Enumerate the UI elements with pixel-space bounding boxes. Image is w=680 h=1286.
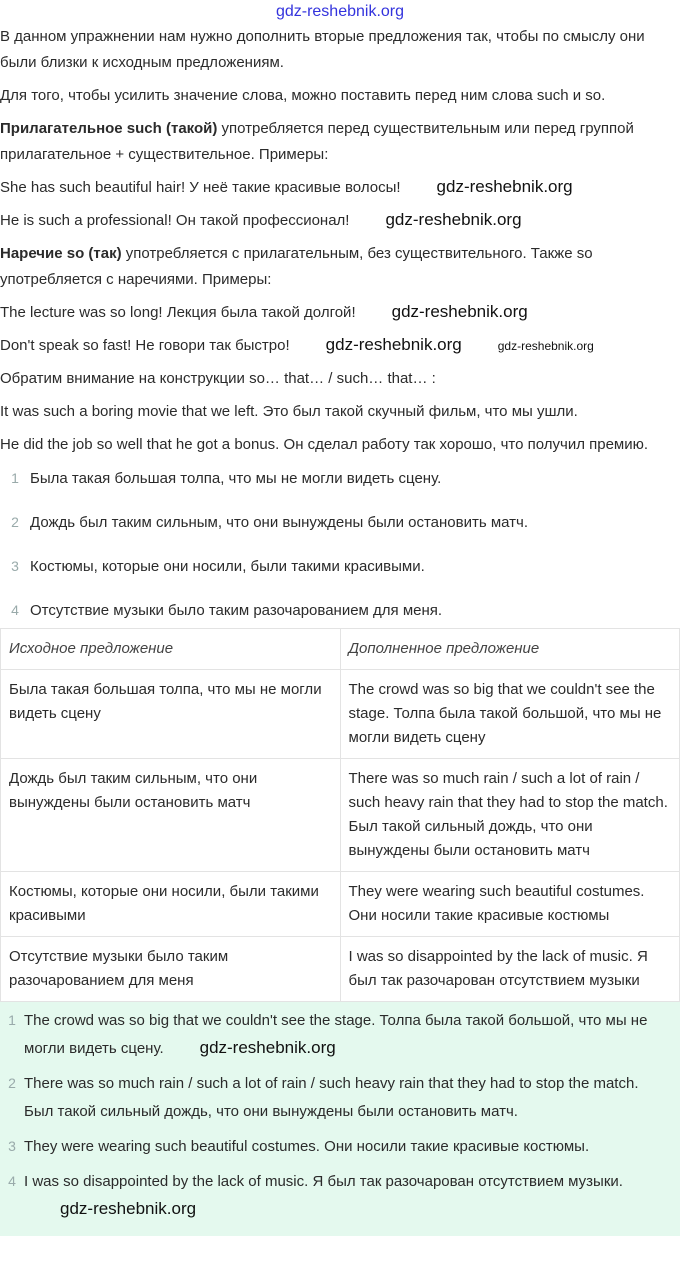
answer-item [0, 1069, 665, 1126]
answer-number: 4 [8, 1173, 16, 1189]
so-term: Наречие so (так) [0, 245, 122, 262]
task-item [0, 465, 670, 492]
example-text: The lecture was so long! Лекция была такой долгой! [0, 304, 356, 321]
watermark: gdz-reshebnik.org [497, 339, 594, 353]
example-text: He is such a professional! Он такой профессионал! [0, 212, 350, 229]
answer-number: 3 [8, 1138, 16, 1154]
answer-text: I was so disappointed by the lack of music. Я был так разочарован отсутствием музыки. [24, 1173, 623, 1190]
answer-text: They were wearing such beautiful costumes. Они носили такие красивые костюмы. [24, 1138, 590, 1155]
task-item [0, 553, 670, 580]
task-number: 1 [11, 470, 19, 486]
construction-note: Обратим внимание на конструкции so… that… / such… that… : [0, 370, 436, 387]
example-text: She has such beautiful hair! У неё такие красивые волосы! [0, 179, 401, 196]
task-number: 4 [11, 602, 19, 618]
task-item [0, 597, 670, 624]
example-text: Don't speak so fast! Не говори так быстро! [0, 337, 290, 354]
task-text: Дождь был таким сильным, что они вынуждены были остановить матч. [30, 514, 529, 531]
table-cell: Дождь был таким сильным, что они вынуждены были остановить матч [1, 759, 341, 872]
answer-item [0, 1167, 665, 1224]
table-row [1, 872, 680, 937]
example: He did the job so well that he got a bonus. Он сделал работу так хорошо, что получил премию. [0, 436, 649, 453]
site-title: gdz-reshebnik.org [275, 3, 405, 20]
table-cell: There was so much rain / such a lot of rain / such heavy rain that they had to stop the match. Был такой сильный дождь, что они вынуждены были остановить матч [340, 759, 680, 872]
task-text: Отсутствие музыки было таким разочарованием для меня. [30, 602, 443, 619]
answer-text: The crowd was so big that we couldn't see the stage. Толпа была такой большой, что мы не могли видеть сцену. [24, 1012, 648, 1057]
table-header [1, 629, 680, 670]
table-row [1, 670, 680, 759]
answer-number: 2 [8, 1075, 16, 1091]
table-cell: I was so disappointed by the lack of music. Я был так разочарован отсутствием музыки [340, 937, 680, 1002]
such-rule-text: употребляется перед существительным или перед группой прилагательное + существительное. Примеры: [0, 120, 634, 163]
answer-item [0, 1132, 665, 1161]
answer-text: There was so much rain / such a lot of rain / such heavy rain that they had to stop the match. Был такой сильный дождь, что они вынуждены были остановить матч. [24, 1075, 639, 1120]
task-text: Костюмы, которые они носили, были такими красивыми. [30, 558, 425, 575]
example [0, 208, 675, 234]
example [0, 300, 675, 326]
answer-number: 1 [8, 1012, 16, 1028]
answers-table [0, 628, 680, 1002]
column-header: Дополненное предложение [340, 629, 680, 670]
answer-item [0, 1006, 665, 1063]
intro-paragraph: В данном упражнении нам нужно дополнить вторые предложения так, чтобы по смыслу они были близки к исходным предложениям. [0, 28, 645, 71]
table-cell: Отсутствие музыки было таким разочарованием для меня [1, 937, 341, 1002]
such-term: Прилагательное such (такой) [0, 120, 218, 137]
watermark: gdz-reshebnik.org [385, 210, 522, 229]
table-row [1, 759, 680, 872]
table-cell: The crowd was so big that we couldn't see the stage. Толпа была такой большой, что мы не могли видеть сцену [340, 670, 680, 759]
such-rule [0, 116, 675, 168]
task-number: 3 [11, 558, 19, 574]
table-cell: Была такая большая толпа, что мы не могли видеть сцену [1, 670, 341, 759]
table-cell: Костюмы, которые они носили, были такими красивыми [1, 872, 341, 937]
watermark: gdz-reshebnik.org [436, 177, 573, 196]
watermark: gdz-reshebnik.org [391, 302, 528, 321]
task-number: 2 [11, 514, 19, 530]
task-text: Была такая большая толпа, что мы не могли видеть сцену. [30, 470, 442, 487]
watermark: gdz-reshebnik.org [60, 1199, 197, 1218]
intro-paragraph: Для того, чтобы усилить значение слова, можно поставить перед ним слова such и so. [0, 87, 606, 104]
so-rule [0, 241, 675, 293]
example [0, 333, 675, 359]
task-item [0, 509, 670, 536]
column-header: Исходное предложение [1, 629, 341, 670]
table-cell: They were wearing such beautiful costumes. Они носили такие красивые костюмы [340, 872, 680, 937]
example [0, 175, 675, 201]
table-row [1, 937, 680, 1002]
example: It was such a boring movie that we left. Это был такой скучный фильм, что мы ушли. [0, 403, 578, 420]
watermark: gdz-reshebnik.org [199, 1038, 336, 1057]
answers-panel [0, 1002, 680, 1236]
watermark: gdz-reshebnik.org [325, 335, 462, 354]
so-rule-text: употребляется с прилагательным, без существительного. Также so употребляется с наречиями. Примеры: [0, 245, 593, 288]
